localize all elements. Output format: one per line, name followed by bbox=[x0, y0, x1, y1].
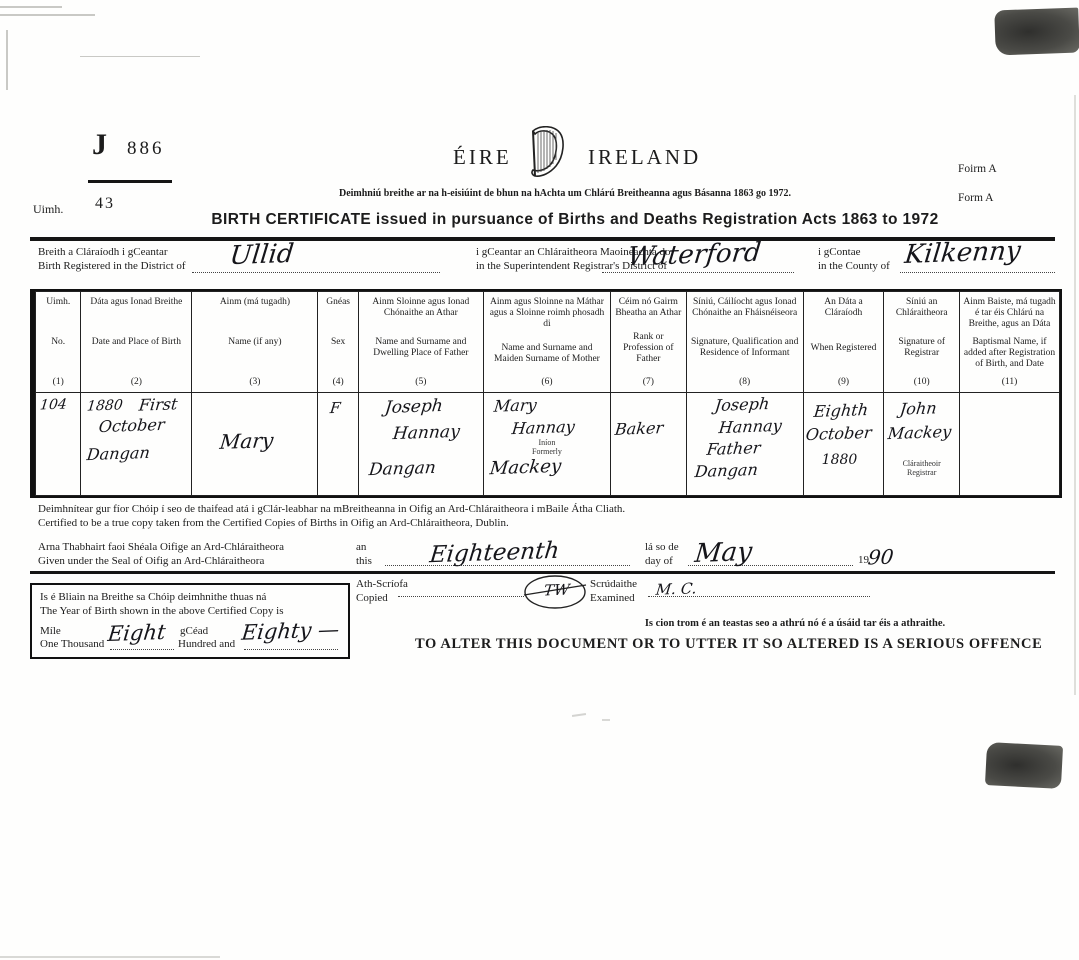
scan-streak-3 bbox=[80, 56, 200, 57]
this-value: Eighteenth bbox=[428, 537, 561, 569]
header-date-place: Dáta agus Ionad Breithe Date and Place of Birth (2) bbox=[90, 297, 183, 387]
table-data-row bbox=[36, 393, 1060, 496]
header-registrar: Síniú an Chláraitheora Signature of Registrar (10) bbox=[895, 297, 948, 387]
certification-irish: Deimhnítear gur fíor Chóip í seo de thaifead atá i gClár-leabhar na mBreitheanna in Oifig an Ard-Chláraitheora i mBaile Átha Cliath. bbox=[38, 503, 626, 515]
cell-registrar-signature: John Mackey Cláraitheoir Registrar bbox=[884, 393, 960, 496]
copied-line bbox=[398, 582, 524, 597]
scan-streak-1 bbox=[0, 6, 62, 8]
district-registered-label bbox=[38, 246, 186, 273]
warning-english: TO ALTER THIS DOCUMENT OR TO UTTER IT SO ALTERED IS A SERIOUS OFFENCE bbox=[415, 636, 1043, 652]
header-baptismal: Ainm Baiste, má tugadh é tar éis Chlárú na Breithe, agus an Dáta Baptismal Name, if added after Registration of Birth, and Date (11) bbox=[963, 297, 1056, 387]
header-mother: Ainm agus Sloinne na Máthar agus a Sloinne roimh phosadh di Name and Surname and Maiden Surname of Mother (6) bbox=[489, 297, 605, 387]
district-registered-irish: Breith a Cláraíodh i gCeantar bbox=[38, 246, 168, 258]
gcead-label: gCéad bbox=[180, 625, 209, 637]
cell-when-registered: Eighth October 1880 bbox=[803, 393, 884, 496]
county-english: in the County of bbox=[818, 259, 890, 272]
scan-edge-left bbox=[6, 30, 8, 90]
cell-name: Mary bbox=[192, 393, 318, 496]
year-box-irish: Is é Bliain na Breithe sa Chóip deimhnithe thuas ná bbox=[40, 591, 267, 603]
uimh-value: 43 bbox=[95, 195, 115, 212]
mile-label: Míle bbox=[40, 625, 61, 637]
ireland-label: IRELAND bbox=[588, 145, 702, 169]
hundred-and-label: Hundred and bbox=[178, 638, 236, 650]
superintendent-irish: i gCeantar an Chláraitheora Maoineachta do bbox=[476, 246, 671, 258]
cell-father: Joseph Hannay Dangan bbox=[358, 393, 483, 496]
cell-rank: Baker bbox=[611, 393, 687, 496]
one-thousand-label: One Thousand bbox=[40, 638, 105, 650]
superintendent-value: Waterford bbox=[626, 237, 763, 273]
certification-english: Certified to be a true copy taken from the Certified Copies of Births in Oifig an Ard-Chláraitheora, Dublin. bbox=[38, 517, 509, 529]
mother-formerly-printed: Iníon Formerly bbox=[532, 438, 562, 456]
foirm-a-label: Foirm A bbox=[958, 163, 997, 175]
year-of-birth-box bbox=[30, 583, 350, 659]
register-table bbox=[30, 289, 1062, 498]
header-no: Uimh. No. (1) bbox=[46, 297, 71, 387]
scan-smudge-top-right bbox=[994, 8, 1079, 56]
year-value: 90 bbox=[866, 544, 895, 570]
registrar-printed: Cláraitheoir Registrar bbox=[902, 459, 941, 477]
copied-signature-seal bbox=[522, 573, 588, 616]
cell-informant: Joseph Hannay Father Dangan bbox=[686, 393, 803, 496]
cell-date-place: 1880 First October Dangan bbox=[81, 393, 192, 496]
tens-value: Eighty — bbox=[240, 617, 341, 645]
warning-irish: Is cion trom é an teastas seo a athrú nó é a úsáid tar éis a athraithe. bbox=[644, 618, 946, 629]
year-box-english: The Year of Birth shown in the above Certified Copy is bbox=[40, 604, 284, 617]
reference-underline bbox=[88, 180, 172, 183]
scan-edge-right bbox=[1074, 95, 1076, 695]
hundreds-value: Eight bbox=[106, 620, 167, 646]
superintendent-english: in the Superintendent Registrar's District of bbox=[476, 259, 668, 272]
copied-signature: TW bbox=[542, 580, 571, 600]
header-when-registered: An Dáta a Cláraíodh When Registered (9) bbox=[810, 297, 877, 387]
scan-smudge-right bbox=[985, 742, 1063, 789]
reference-letter: J bbox=[92, 128, 107, 161]
seal-label bbox=[38, 541, 284, 568]
this-label-block: an this bbox=[356, 541, 372, 567]
county-label bbox=[818, 246, 890, 273]
cell-no: 104 bbox=[36, 393, 81, 496]
subtitle-irish: Deimhniú breithe ar na h-eisiúint de bhun na hAchta um Chlárú Breitheanna agus Básanna 1863 go 1972. bbox=[338, 188, 792, 199]
scan-mark-center-2 bbox=[602, 719, 610, 721]
reference-number bbox=[92, 128, 165, 162]
header-rank: Céim nó Gairm Bheatha an Athar Rank or Profession of Father (7) bbox=[615, 297, 682, 387]
table-header-row bbox=[36, 292, 1060, 393]
document-title: BIRTH CERTIFICATE issued in pursuance of Births and Deaths Registration Acts 1863 to 1972 bbox=[211, 211, 939, 228]
examined-value: M. C. bbox=[654, 579, 698, 599]
reference-digits: 886 bbox=[127, 138, 165, 159]
harp-icon bbox=[526, 126, 566, 185]
cell-sex: F bbox=[318, 393, 358, 496]
header-father: Ainm Sloinne agus Ionad Chónaithe an Athar Name and Surname and Dwelling Place of Father (5) bbox=[372, 297, 470, 387]
seal-irish: Arna Thabhairt faoi Shéala Oifige an Ard-Chláraitheora bbox=[38, 541, 284, 553]
divider-top bbox=[30, 237, 1055, 241]
cell-baptismal bbox=[960, 393, 1060, 496]
day-value: May bbox=[693, 537, 754, 569]
copied-label: Ath-Scríofa Copied bbox=[356, 578, 408, 604]
cell-mother: Mary Hannay Iníon Formerly Mackey bbox=[483, 393, 610, 496]
scan-edge-bottom bbox=[0, 956, 220, 958]
district-registered-value: Ullid bbox=[228, 238, 296, 272]
seal-english: Given under the Seal of Oifig an Ard-Chláraitheora bbox=[38, 554, 265, 567]
district-registered-english: Birth Registered in the District of bbox=[38, 259, 186, 272]
scan-mark-center bbox=[572, 713, 586, 717]
header-name: Ainm (má tugadh) Name (if any) (3) bbox=[219, 297, 290, 387]
county-irish: i gContae bbox=[818, 246, 861, 258]
uimh-label: Uimh. bbox=[33, 202, 64, 216]
scan-streak-2 bbox=[0, 14, 95, 16]
header-sex: Gnéas Sex (4) bbox=[326, 297, 350, 387]
year-prefix: 19 bbox=[858, 554, 869, 566]
eire-label: ÉIRE bbox=[453, 145, 512, 169]
day-label-block: lá so de day of bbox=[645, 541, 679, 567]
header-informant: Síniú, Cáilíocht agus Ionad Chónaithe an Fháisnéiseora Signature, Qualification and Residence of Informant (8) bbox=[690, 297, 799, 387]
county-value: Kilkenny bbox=[903, 235, 1023, 271]
form-a-label: Form A bbox=[958, 192, 994, 204]
examined-label: Scrúdaithe Examined bbox=[590, 578, 638, 604]
